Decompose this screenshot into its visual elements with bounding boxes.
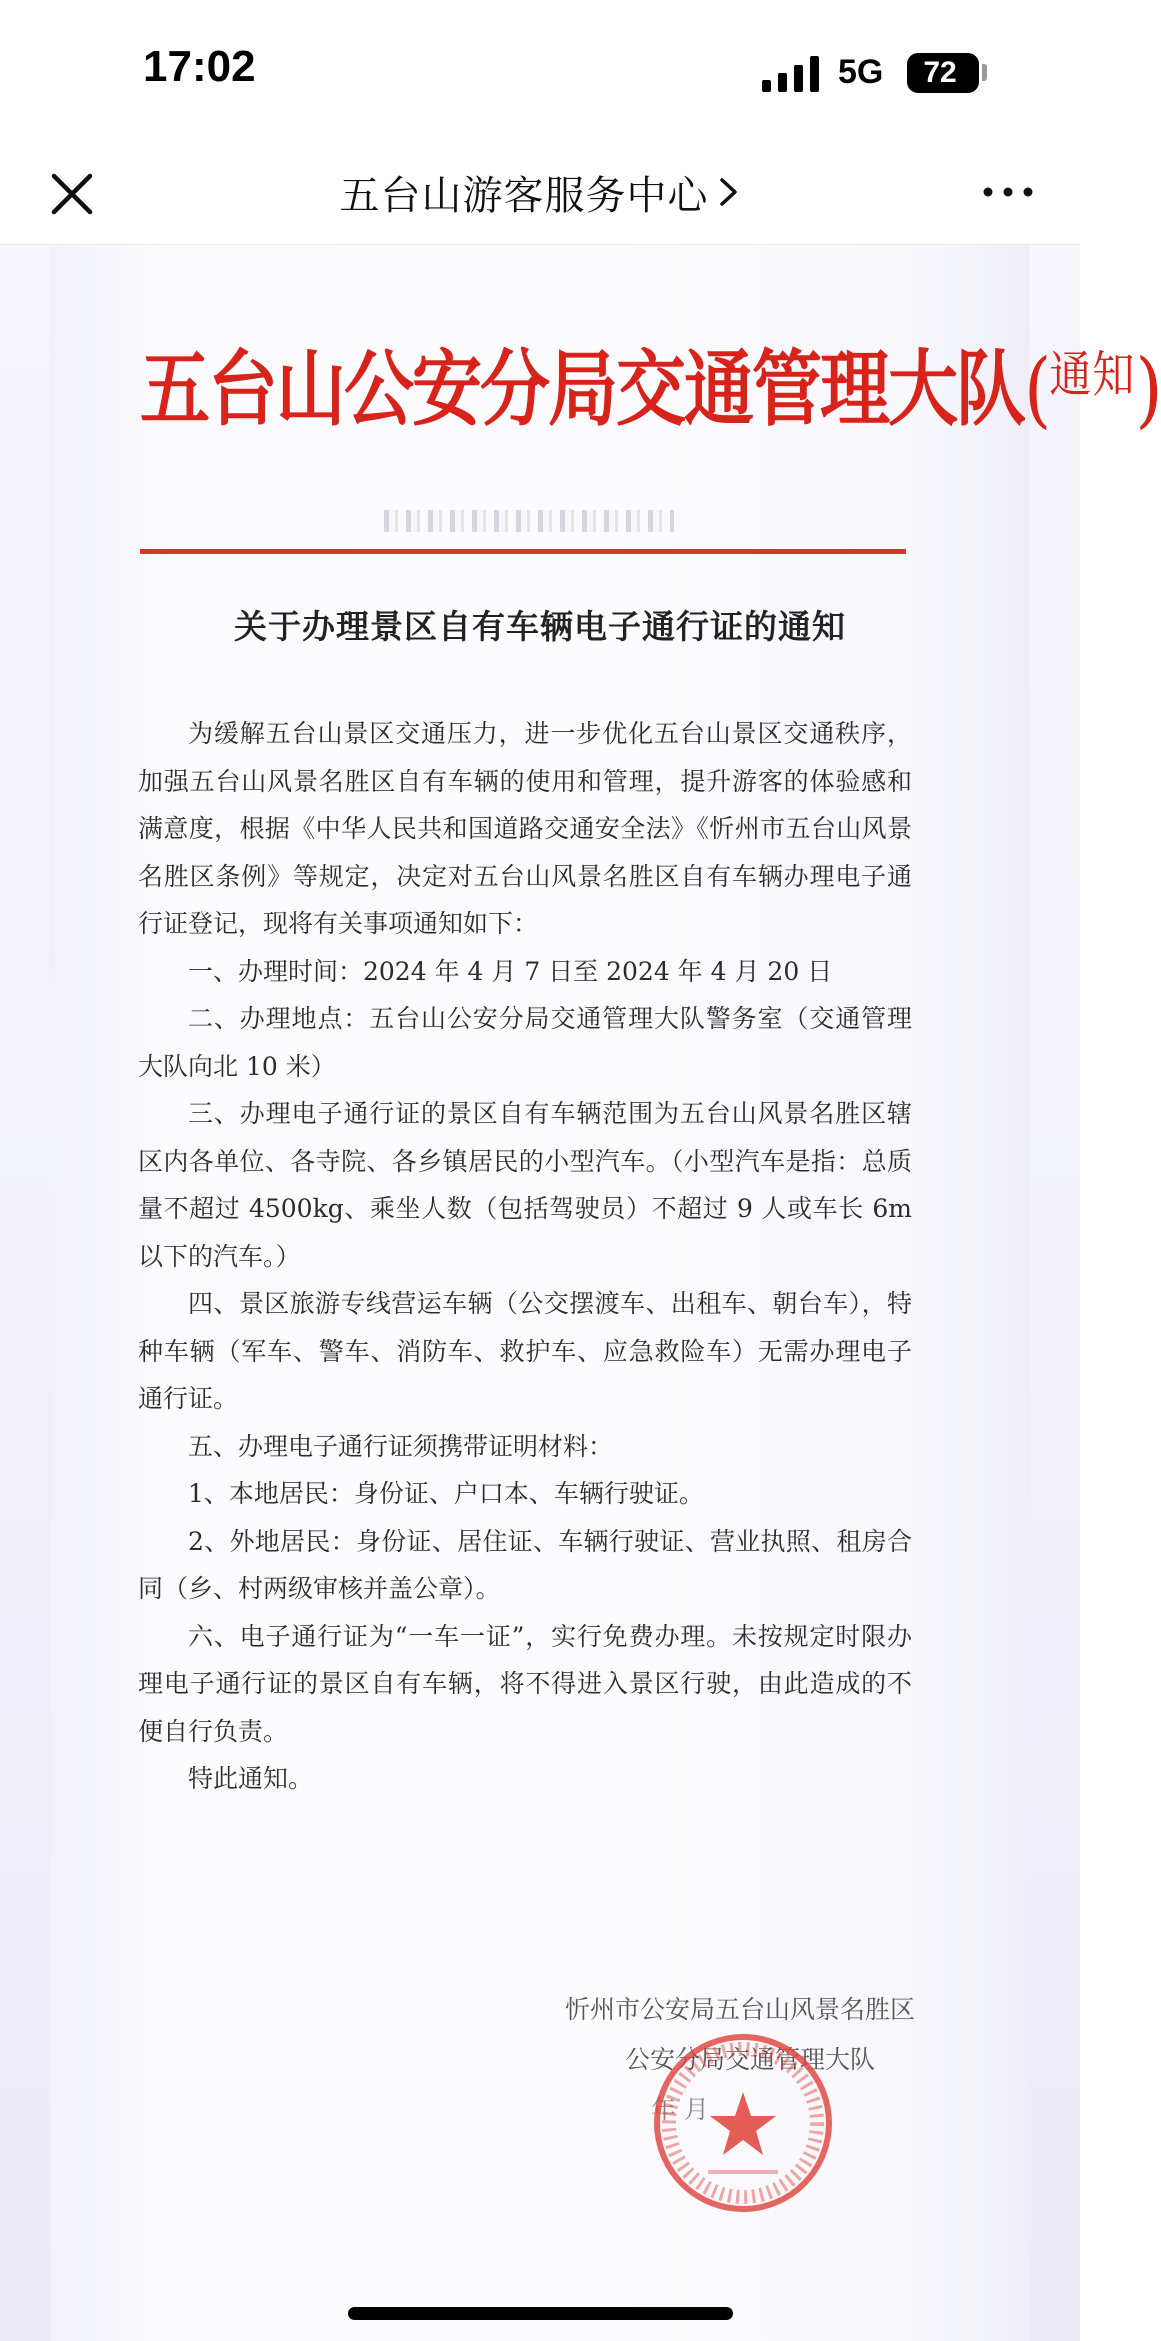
document-title: 关于办理景区自有车辆电子通行证的通知 xyxy=(234,607,846,646)
paragraph-materials: 五、办理电子通行证须携带证明材料： xyxy=(188,1431,614,1461)
cellular-signal-icon xyxy=(762,56,822,92)
letterhead xyxy=(140,323,1161,442)
nav-bar xyxy=(0,140,1080,245)
chevron-right-icon xyxy=(717,172,741,212)
paragraph-local-residents: 1、本地居民：身份证、户口本、车辆行驶证。 xyxy=(188,1479,704,1508)
account-title-link[interactable] xyxy=(190,162,890,222)
battery-cap xyxy=(982,64,987,81)
status-bar xyxy=(0,0,1080,140)
close-icon[interactable] xyxy=(40,162,104,226)
paragraph-time: 一、办理时间：2024 年 4 月 7 日至 2024 年 4 月 20 日 xyxy=(188,956,833,986)
home-indicator[interactable] xyxy=(348,2307,733,2320)
letterhead-org: 五台山公安分局交通管理大队 xyxy=(140,339,1024,438)
document-photo xyxy=(0,245,1161,2341)
paragraph-exemptions: 四、景区旅游专线营运车辆（公交摆渡车、出租车、朝台车），特种车辆（军车、警车、消防车、救护车、应急救险车）无需办理电子通行证。 xyxy=(138,1289,912,1413)
letterhead-notice: 通知 xyxy=(1049,345,1136,404)
network-type: 5G xyxy=(838,53,884,91)
paragraph-location: 二、办理地点：五台山公安分局交通管理大队警务室（交通管理大队向北 10 米） xyxy=(138,1004,912,1081)
paragraph-one-car-one-pass: 六、电子通行证为“一车一证”，实行免费办理。未按规定时限办理电子通行证的景区自有车辆，将不得进入景区行驶，由此造成的不便自行负责。 xyxy=(138,1621,912,1746)
status-time: 17:02 xyxy=(143,42,256,91)
more-icon[interactable] xyxy=(978,170,1038,214)
letterhead-close-paren: ) xyxy=(1135,340,1161,438)
official-seal-stamp xyxy=(650,2030,836,2216)
signature-line-2: 公安分局交通管理大队 xyxy=(624,2045,875,2074)
red-divider xyxy=(140,549,906,554)
paragraph-intro: 为缓解五台山景区交通压力，进一步优化五台山景区交通秩序，加强五台山风景名胜区自有车辆的使用和管理，提升游客的体验感和满意度，根据《中华人民共和国道路交通安全法》《忻州市五台山风景名胜区条例》等规定，决定对五台山风景名胜区自有车辆办理电子通行证登记，现将有关事项通知如下： xyxy=(138,719,912,938)
battery-level: 72 xyxy=(923,56,957,89)
paragraph-nonlocal-residents: 2、外地居民：身份证、居住证、车辆行驶证、营业执照、租房合同（乡、村两级审核并盖公章）。 xyxy=(138,1526,912,1603)
letterhead-open-paren: ( xyxy=(1024,340,1050,438)
document-number-blur xyxy=(384,510,674,532)
paragraph-scope: 三、办理电子通行证的景区自有车辆范围为五台山风景名胜区辖区内各单位、各寺院、各乡镇居民的小型汽车。（小型汽车是指：总质量不超过 4500kg、乘坐人数（包括驾驶员）不超过 9 人或车长 6m 以下的汽车。） xyxy=(138,1099,912,1271)
nav-title: 五台山游客服务中心 xyxy=(339,172,709,219)
signature-date: 年 月 xyxy=(651,2095,709,2124)
document-body xyxy=(138,710,912,1803)
paragraph-closing: 特此通知。 xyxy=(188,1764,314,1793)
signature-line-1: 忻州市公安局五台山风景名胜区 xyxy=(564,1995,915,2024)
